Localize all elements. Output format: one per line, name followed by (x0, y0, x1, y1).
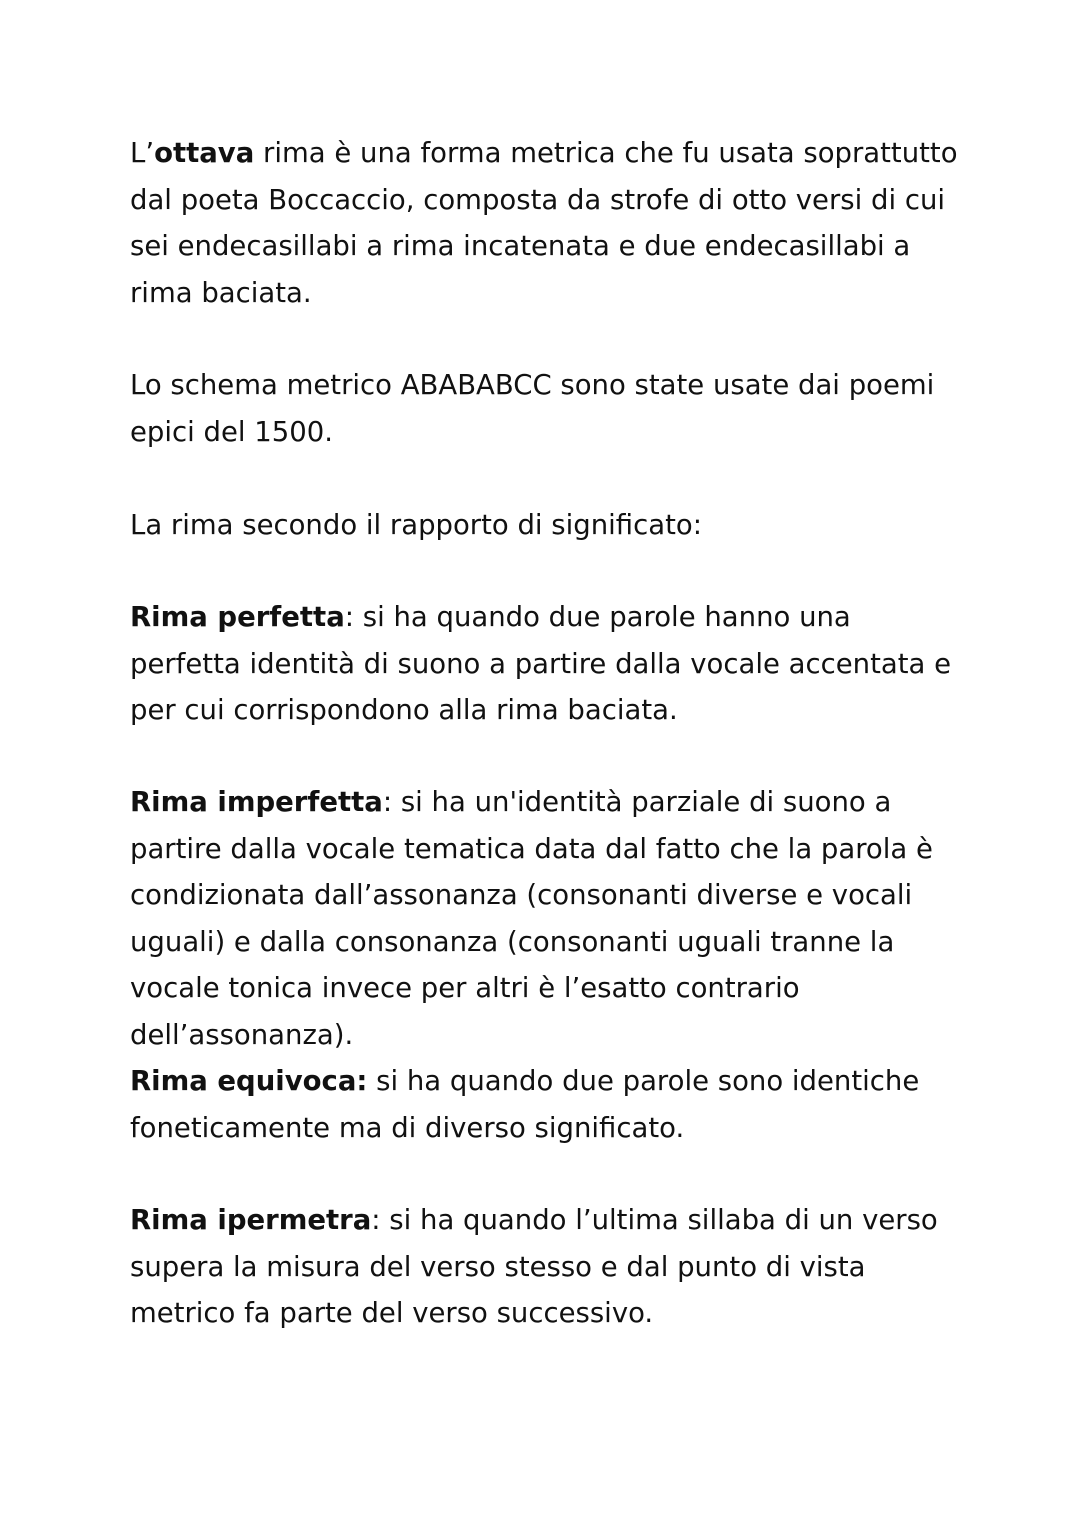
paragraph-rapporto-significato (130, 502, 960, 549)
paragraph-rima-equivoca (130, 1058, 960, 1151)
term-rima-ipermetra: Rima ipermetra (130, 1204, 372, 1236)
paragraph-text: La rima secondo il rapporto di significato: (130, 509, 702, 541)
paragraph-prefix: L’ (130, 137, 155, 169)
paragraph-text: : si ha quando l’ultima sillaba di un verso supera la misura del verso stesso e dal punto di vista metrico fa parte del verso successivo. (130, 1204, 938, 1329)
term-rima-equivoca: Rima equivoca: (130, 1065, 368, 1097)
paragraph-text: : si ha un'identità parziale di suono a partire dalla vocale tematica data dal fatto che la parola è condizionata dall’assonanza (consonanti diverse e vocali uguali) e dalla consonanza (consonanti uguali tranne la vocale tonica invece per altri è l’esatto contrario dell’assonanza). (130, 786, 933, 1051)
paragraph-rima-perfetta (130, 594, 960, 734)
term-rima-perfetta: Rima perfetta (130, 601, 345, 633)
paragraph-schema-metrico (130, 362, 960, 455)
term-ottava: ottava (154, 137, 255, 169)
paragraph-rima-imperfetta (130, 779, 960, 1058)
paragraph-rima-ipermetra (130, 1197, 960, 1337)
paragraph-text: : si ha quando due parole hanno una perfetta identità di suono a partire dalla vocale accentata e per cui corrispondono alla rima baciata. (130, 601, 952, 726)
paragraph-ottava-rima (130, 130, 960, 316)
paragraph-text: Lo schema metrico ABABABCC sono state usate dai poemi epici del 1500. (130, 369, 935, 448)
paragraph-text: si ha quando due parole sono identiche foneticamente ma di diverso significato. (130, 1065, 920, 1144)
term-rima-imperfetta: Rima imperfetta (130, 786, 383, 818)
paragraph-text: rima è una forma metrica che fu usata soprattutto dal poeta Boccaccio, composta da strofe di otto versi di cui sei endecasillabi a rima incatenata e due endecasillabi a rima baciata. (130, 137, 958, 309)
